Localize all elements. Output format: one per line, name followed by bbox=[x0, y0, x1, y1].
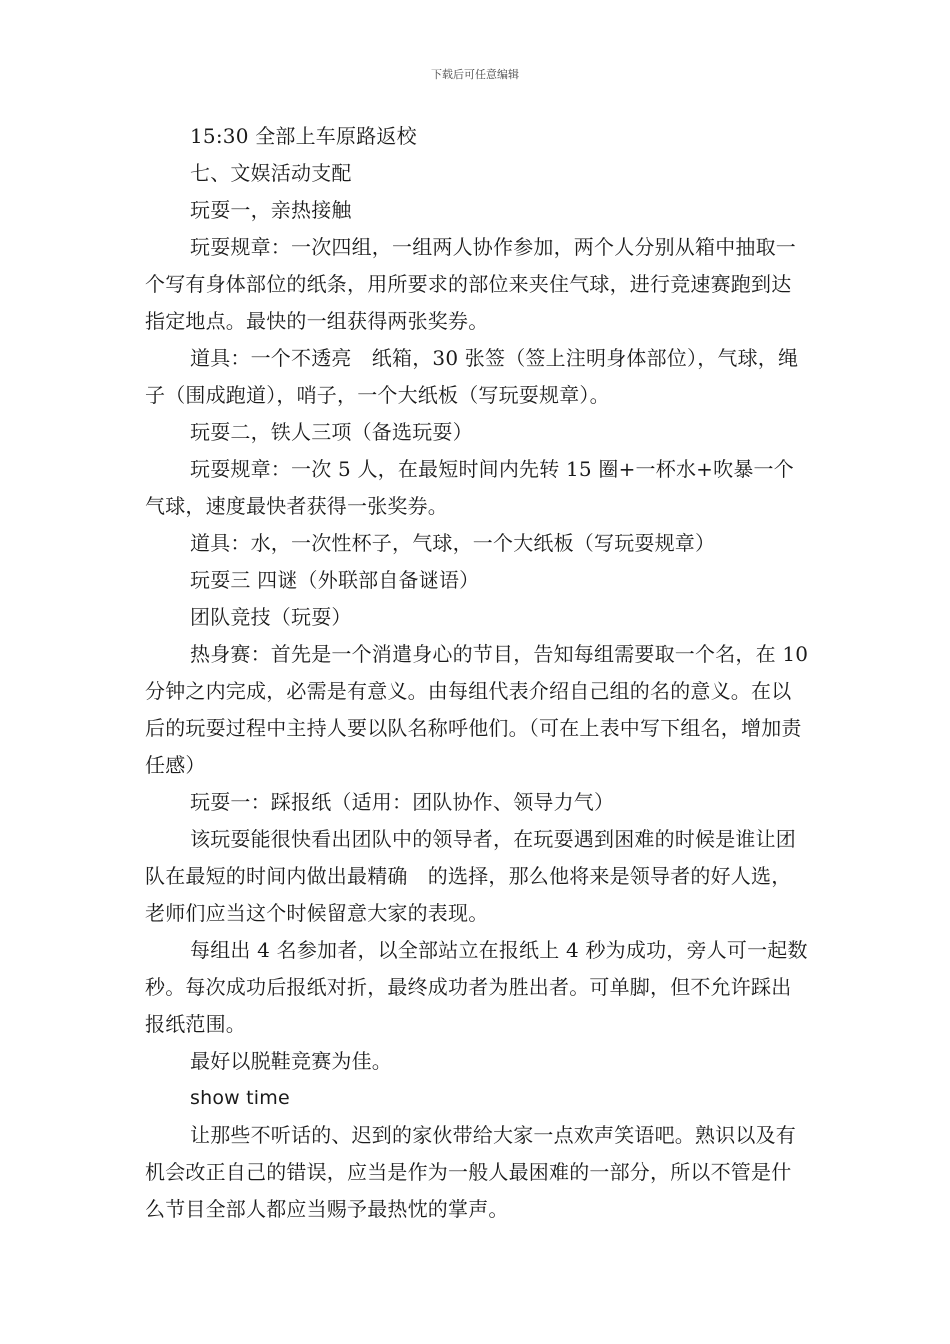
game-two-rules: 玩耍规章：一次 5 人，在最短时间内先转 15 圈+一杯水+吹暴一个气球，速度最快者获得一张奖券。 bbox=[145, 457, 794, 518]
game-one-props: 道具：一个不透亮 纸箱，30 张签（签上注明身体部位），气球，绳子（围成跑道），哨子，一个大纸板（写玩耍规章）。 bbox=[145, 346, 799, 407]
document-body bbox=[145, 118, 810, 1228]
paragraph-return-time: 15:30 全部上车原路返校 bbox=[190, 124, 417, 148]
section-heading-entertainment: 七、文娱活动支配 bbox=[190, 161, 352, 185]
game-two-title: 玩耍二，铁人三项（备选玩耍） bbox=[190, 420, 473, 444]
page-header: 下载后可任意编辑 bbox=[431, 68, 519, 81]
team-competition-title: 团队竞技（玩耍） bbox=[190, 605, 352, 629]
warmup-description: 热身赛：首先是一个消遣身心的节目，告知每组需要取一个名，在 10 分钟之内完成，必需是有意义。由每组代表介绍自己组的名的意义。在以后的玩耍过程中主持人要以队名称呼他们。（可在上表中写下组名，增加责任感） bbox=[145, 642, 809, 777]
newspaper-game-tip: 最好以脱鞋竞赛为佳。 bbox=[190, 1049, 392, 1073]
show-time-description: 让那些不听话的、迟到的家伙带给大家一点欢声笑语吧。熟识以及有机会改正自己的错误，应当是作为一般人最困难的一部分，所以不管是什么节目全部人都应当赐予最热忱的掌声。 bbox=[145, 1123, 796, 1221]
game-one-rules: 玩耍规章：一次四组，一组两人协作参加，两个人分别从箱中抽取一个写有身体部位的纸条，用所要求的部位来夹住气球，进行竞速赛跑到达指定地点。最快的一组获得两张奖券。 bbox=[145, 235, 796, 333]
game-one-title: 玩耍一，亲热接触 bbox=[190, 198, 352, 222]
show-time-title: show time bbox=[190, 1087, 290, 1109]
newspaper-game-rules: 每组出 4 名参加者，以全部站立在报纸上 4 秒为成功，旁人可一起数秒。每次成功后报纸对折，最终成功者为胜出者。可单脚，但不允许踩出报纸范围。 bbox=[145, 938, 808, 1036]
newspaper-game-title: 玩耍一：踩报纸（适用：团队协作、领导力气） bbox=[190, 790, 615, 814]
game-three-title: 玩耍三 四谜（外联部自备谜语） bbox=[190, 568, 480, 592]
game-two-props: 道具：水，一次性杯子，气球，一个大纸板（写玩耍规章） bbox=[190, 531, 716, 555]
newspaper-game-purpose: 该玩耍能很快看出团队中的领导者，在玩耍遇到困难的时候是谁让团队在最短的时间内做出最精确 的选择，那么他将来是领导者的好人选，老师们应当这个时候留意大家的表现。 bbox=[145, 827, 796, 925]
